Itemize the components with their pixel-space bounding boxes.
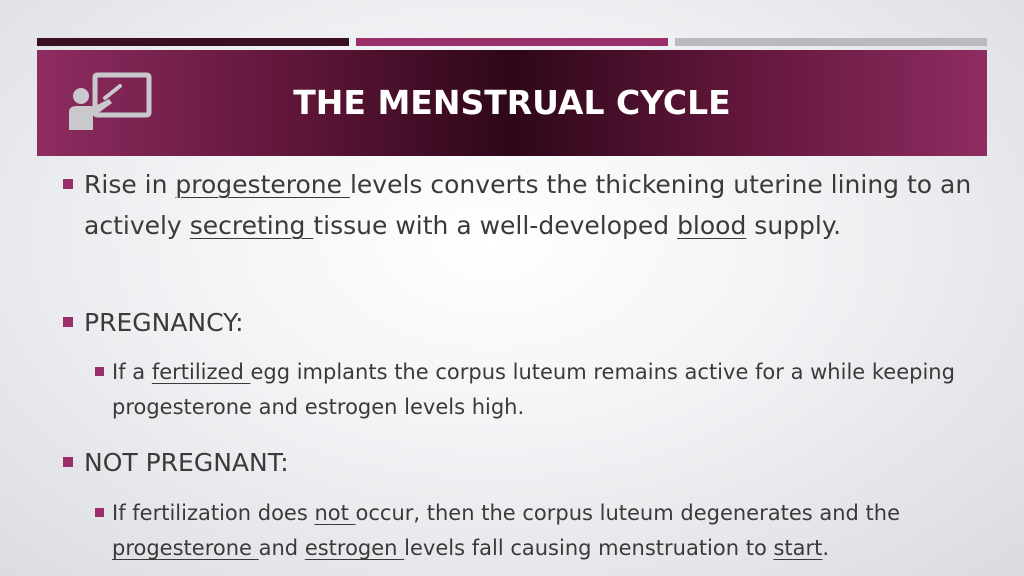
- underlined-term: progesterone: [112, 536, 259, 560]
- bullet-pregnancy: [84, 302, 1019, 343]
- underlined-term: blood: [677, 211, 747, 240]
- bullet-marker: [63, 317, 73, 327]
- text-segment: levels converts the thickening uterine lining to an actively: [84, 170, 972, 240]
- text-segment: Rise in: [84, 170, 176, 199]
- underlined-term: secreting: [189, 211, 314, 240]
- underlined-term: fertilized: [151, 360, 251, 384]
- bullet-marker: [63, 457, 73, 467]
- text-segment: PREGNANCY:: [84, 308, 244, 337]
- bullet-text: [84, 448, 289, 477]
- bullet-text: [84, 170, 971, 240]
- bullet-text: [84, 308, 244, 337]
- text-segment: .: [822, 536, 830, 560]
- underlined-term: progesterone: [175, 170, 350, 199]
- bullet-1: [84, 164, 1019, 246]
- slide-title: THE MENSTRUAL CYCLE: [293, 83, 731, 122]
- sub-bullet-pregnancy: [112, 355, 1017, 425]
- underlined-term: start: [773, 536, 823, 560]
- text-segment: NOT PREGNANT:: [84, 448, 289, 477]
- text-segment: occur, then the corpus luteum degenerates and the: [355, 501, 901, 525]
- bullet-not-pregnant: [84, 442, 1019, 483]
- text-segment: If a: [112, 360, 152, 384]
- sub-bullet-marker: [95, 367, 104, 376]
- text-segment: egg implants the corpus luteum remains active for a while keeping progesterone and estrogen levels high.: [112, 360, 955, 419]
- text-segment: levels fall causing menstruation to: [404, 536, 774, 560]
- text-segment: tissue with a well-developed: [313, 211, 678, 240]
- sub-bullet-text: [112, 501, 900, 560]
- text-segment: If fertilization does: [112, 501, 315, 525]
- text-segment: supply.: [746, 211, 842, 240]
- sub-bullet-not-pregnant: [112, 496, 1017, 566]
- bullet-marker: [63, 179, 73, 189]
- sub-bullet-marker: [95, 508, 104, 517]
- sub-bullet-text: [112, 360, 955, 419]
- text-segment: and: [258, 536, 305, 560]
- underlined-term: not: [314, 501, 356, 525]
- underlined-term: estrogen: [304, 536, 405, 560]
